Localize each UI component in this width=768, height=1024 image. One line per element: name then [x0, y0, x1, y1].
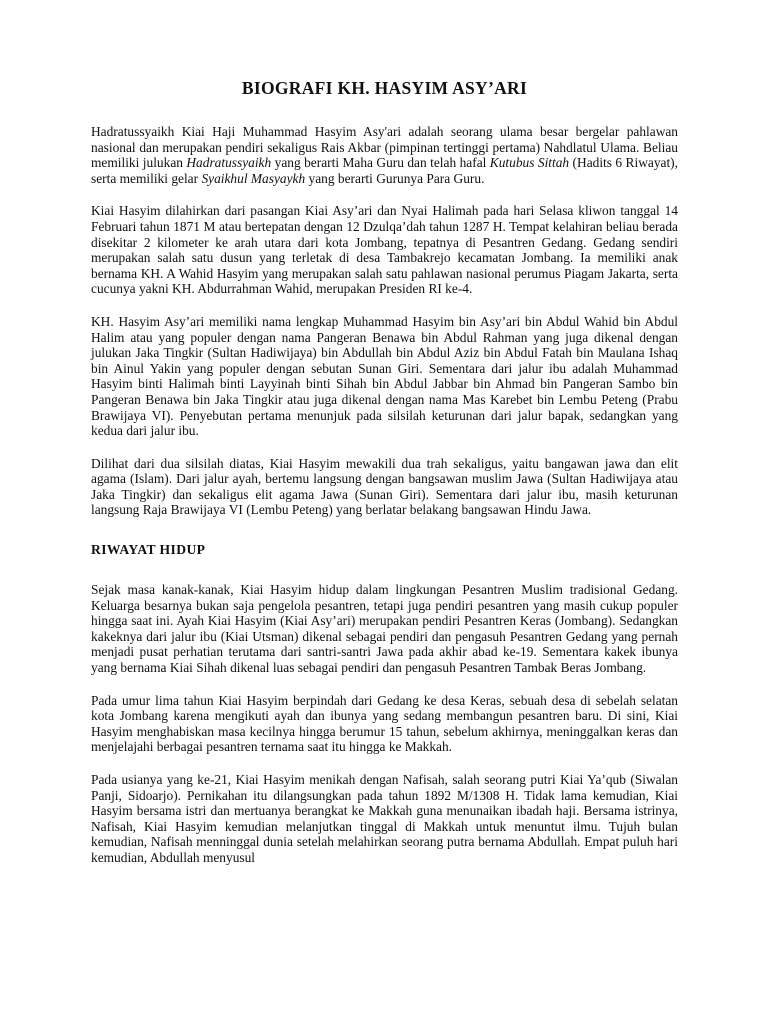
intro-italic-syaikhul-masyaykh: Syaikhul Masyaykh: [201, 170, 306, 186]
intro-paragraph: [91, 124, 678, 186]
paragraph-two-lineages: Dilihat dari dua silsilah diatas, Kiai Hasyim mewakili dua trah sekaligus, yaitu bangawan jawa dan elit agama (Islam). Dari jalur ayah, bertemu langsung dengan bangsawan muslim Jawa (Sultan Hadiwijaya atau Jaka Tingkir) dan sekaligus elit agama Jawa (Sunan Giri). Sementara dari jalur ibu, masih keturunan langsung Raja Brawijaya VI (Lembu Peteng) yang berlatar belakang bangsawan Hindu Jawa.: [91, 455, 678, 518]
paragraph-lineage: KH. Hasyim Asy’ari memiliki nama lengkap Muhammad Hasyim bin Asy’ari bin Abdul Wahid bin Abdul Halim atau yang populer dengan nama Pangeran Benawa bin Abdul Rahman yang juga dikenal dengan julukan Jaka Tingkir (Sultan Hadiwijaya) bin Abdullah bin Abdul Aziz bin Abdul Fatah bin Maulana Ishaq bin Ainul Yakin yang populer dengan sebutan Sunan Giri. Sementara dari jalur ibu adalah Muhammad Hasyim binti Halimah binti Layyinah binti Sihah bin Abdul Jabbar bin Ahmad bin Pangeran Sambo bin Pangeran Benawa bin Jaka Tingkir atau juga dikenal dengan nama Mas Karebet bin Lembu Peteng (Prabu Brawijaya VI). Penyebutan pertama menunjuk pada silsilah keturunan dari jalur bapak, sedangkan yang kedua dari jalur ibu.: [91, 313, 678, 439]
paragraph-moving-to-keras: Pada umur lima tahun Kiai Hasyim berpindah dari Gedang ke desa Keras, sebuah desa di sebelah selatan kota Jombang karena mengikuti ayah dan ibunya yang sedang membangun pesantren baru. Di sini, Kiai Hasyim menghabiskan masa kecilnya hingga berumur 15 tahun, sebelum akhirnya, meninggalkan keras dan menjelajahi berbagai pesantren ternama saat itu hingga ke Makkah.: [91, 692, 678, 755]
paragraph-marriage: Pada usianya yang ke-21, Kiai Hasyim menikah dengan Nafisah, salah seorang putri Kiai Ya’qub (Siwalan Panji, Sidoarjo). Pernikahan itu dilangsungkan pada tahun 1892 M/1308 H. Tidak lama kemudian, Kiai Hasyim bersama istri dan mertuanya berangkat ke Makkah guna menunaikan ibadah haji. Bersama istrinya, Nafisah, Kiai Hasyim kemudian melanjutkan tinggal di Makkah untuk menuntut ilmu. Tujuh bulan kemudian, Nafisah menninggal dunia setelah melahirkan seorang putra bernama Abdullah. Empat puluh hari kemudian, Abdullah menyusul: [91, 772, 678, 865]
document-title: BIOGRAFI KH. HASYIM ASY’ARI: [241, 78, 528, 98]
intro-italic-hadratussyaikh: Hadratussyaikh: [186, 155, 272, 171]
paragraph-birth: Kiai Hasyim dilahirkan dari pasangan Kiai Asy’ari dan Nyai Halimah pada hari Selasa kliwon tanggal 14 Februari tahun 1871 M atau bertepatan dengan 12 Dzulqa’dah tahun 1287 H. Tempat kelahiran beliau berada disekitar 2 kilometer ke arah utara dari kota Jombang, tepatnya di Pesantren Gedang. Gedang sendiri merupakan salah satu dusun yang terletak di desa Tambakrejo kecamatan Jombang. Ia memiliki anak bernama KH. A Wahid Hasyim yang merupakan salah satu pahlawan nasional perumus Piagam Jakarta, serta cucunya yakni KH. Abdurrahman Wahid, merupakan Presiden RI ke-4.: [91, 203, 678, 297]
intro-italic-kutubus-sittah: Kutubus Sittah: [489, 155, 570, 171]
paragraph-childhood: Sejak masa kanak-kanak, Kiai Hasyim hidup dalam lingkungan Pesantren Muslim tradisional Gedang. Keluarga besarnya bukan saja pengelola pesantren, tetapi juga pendiri pesantren yang masih cukup populer hingga saat ini. Ayah Kiai Hasyim (Kiai Asy’ari) merupakan pendiri Pesantren Keras (Jombang). Sedangkan kakeknya dari jalur ibu (Kiai Utsman) dikenal sebagai pendiri dan pengasuh Pesantren Gedang yang pernah menjadi pusat perhatian terutama dari santri-santri Jawa pada akhir abad ke-19. Sementara kakek ibunya yang bernama Kiai Sihah dikenal luas sebagai pendiri dan pengasuh Pesantren Tambak Beras Jombang.: [91, 582, 678, 676]
intro-text-3: (Hadits 6 Riwayat), serta memiliki gelar: [91, 155, 678, 186]
intro-text-1: Hadratussyaikh Kiai Haji Muhammad Hasyim Asy'ari adalah seorang ulama besar bergelar pahlawan nasional dan merupakan pendiri sekaligus Rais Akbar (pimpinan tertinggi pertama) Nahdlatul Ulama. Beliau memiliki julukan: [91, 124, 678, 171]
intro-text-4: yang berarti Gurunya Para Guru.: [305, 170, 485, 186]
intro-text-2: yang berarti Maha Guru dan telah hafal: [271, 155, 490, 171]
section-heading: RIWAYAT HIDUP: [91, 542, 206, 558]
